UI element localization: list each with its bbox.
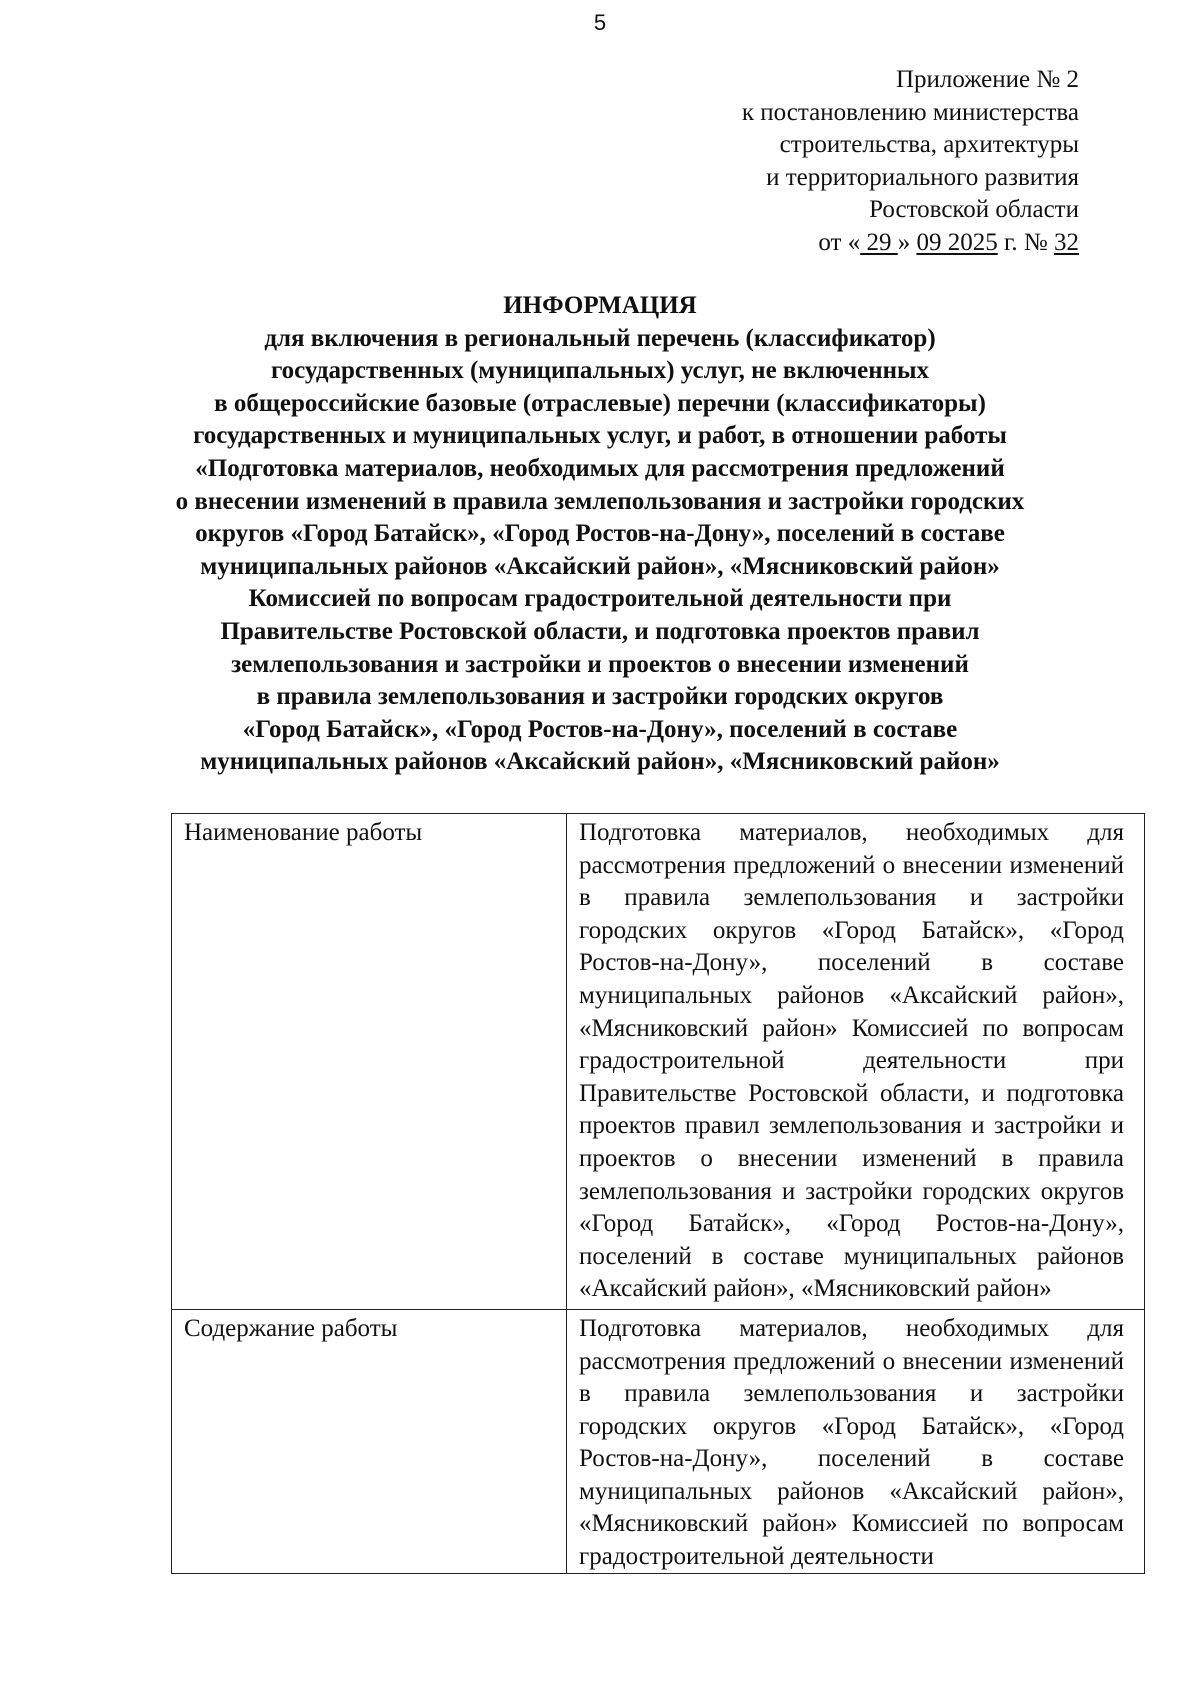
work-content-value-cell bbox=[567, 1309, 1145, 1573]
title-line: муниципальных районов «Аксайский район», «Мясниковский район» bbox=[200, 552, 1000, 580]
document-title bbox=[0, 290, 1200, 779]
appendix-line: строительства, архитектуры bbox=[779, 131, 1079, 158]
table-row bbox=[172, 814, 1145, 1310]
title-heading: ИНФОРМАЦИЯ bbox=[503, 292, 697, 319]
title-line: «Подготовка материалов, необходимых для рассмотрения предложений bbox=[195, 454, 1005, 482]
appendix-line: Ростовской области bbox=[869, 196, 1079, 223]
title-line: о внесении изменений в правила землепользования и застройки городских bbox=[175, 487, 1025, 515]
date-month: 09 bbox=[916, 228, 942, 256]
appendix-line: и территориального развития bbox=[766, 163, 1079, 191]
appendix-block bbox=[742, 64, 1079, 259]
appendix-line: Приложение № 2 bbox=[895, 66, 1079, 93]
title-line: государственных (муниципальных) услуг, не включенных bbox=[270, 357, 930, 385]
document-number: 32 bbox=[1054, 228, 1079, 256]
title-line: для включения в региональный перечень (классификатор) bbox=[264, 324, 936, 352]
title-line: государственных и муниципальных услуг, и работ, в отношении работы bbox=[193, 422, 1007, 450]
title-line: землепользования и застройки и проектов о внесении изменений bbox=[231, 650, 969, 678]
date-year: 2025 bbox=[941, 228, 998, 256]
table-row bbox=[172, 1309, 1145, 1573]
title-line: Комиссией по вопросам градостроительной деятельности при bbox=[248, 585, 952, 613]
date-day: 29 bbox=[860, 228, 898, 256]
work-content-label: Содержание работы bbox=[172, 1309, 567, 1573]
date-separator: » bbox=[897, 228, 917, 256]
date-suffix: г. № bbox=[997, 228, 1054, 256]
page-number: 5 bbox=[593, 10, 607, 35]
work-name-value: Подготовка материалов, необходимых для рассмотрения предложений о внесении изменений в правила землепользования и застройки городских округов «Город Батайск», «Город Ростов-на-Дону», поселений в составе муниципальных районов «Аксайский район», «Мясниковский район» Комиссией по вопросам градостроительной деятельности при Правительстве Ростовской области, и подготовка проектов правил землепользования и застройки и проектов о внесении изменений в правила землепользования и застройки городских округов «Город Батайск», «Город Ростов-на-Дону», поселений в составе муниципальных районов «Аксайский район», «Мясниковский район» bbox=[567, 814, 1145, 1310]
title-line: «Город Батайск», «Город Ростов-на-Дону», поселений в составе bbox=[242, 715, 958, 743]
work-name-label: Наименование работы bbox=[172, 814, 567, 1310]
date-prefix: от « bbox=[818, 228, 861, 256]
work-info-table bbox=[171, 813, 1145, 1574]
work-content-value: Подготовка материалов, необходимых для рассмотрения предложений о внесении изменений в правила землепользования и застройки городских округов «Город Батайск», «Город Ростов-на-Дону», поселений в составе муниципальных районов «Аксайский район», «Мясниковский район» Комиссией по вопросам градостроительной деятельности bbox=[579, 1314, 1124, 1570]
title-line: Правительстве Ростовской области, и подготовка проектов правил bbox=[220, 617, 980, 645]
title-line: в правила землепользования и застройки городских округов bbox=[256, 683, 944, 711]
title-line: округов «Город Батайск», «Город Ростов-на-Дону», поселений в составе bbox=[195, 520, 1005, 548]
appendix-date-line bbox=[742, 227, 1079, 260]
title-line: муниципальных районов «Аксайский район», «Мясниковский район» bbox=[200, 748, 1000, 776]
appendix-line: к постановлению министерства bbox=[741, 98, 1079, 126]
title-line: в общероссийские базовые (отраслевые) перечни (классификаторы) bbox=[214, 389, 986, 417]
